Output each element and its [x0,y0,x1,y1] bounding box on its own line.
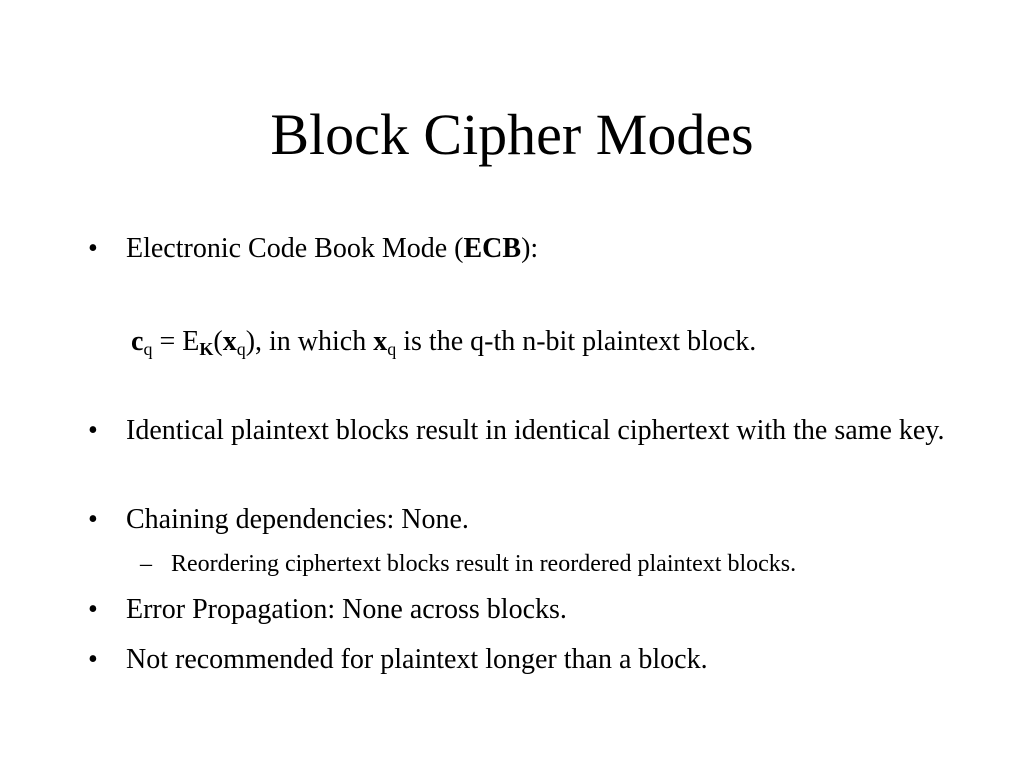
formula-open-paren: ( [213,326,223,357]
bullet-identical-blocks: Identical plaintext blocks result in identical ciphertext with the same key. [126,415,945,446]
formula-x: x [222,326,237,357]
formula-tail-text: is the q-th n-bit plaintext block. [396,326,757,357]
ecb-acronym: ECB [463,233,522,264]
formula-e-subscript [199,339,213,359]
formula-key-k: K [199,339,214,359]
formula-e: E [182,326,200,357]
bullet-marker: • [88,233,98,264]
formula-c-subscript: q [143,339,153,359]
sub-bullet-marker: – [140,551,152,577]
ecb-formula [131,322,756,362]
formula-close-paren: ) [245,326,256,357]
formula-c: c [131,326,144,357]
bullet-not-recommended: Not recommended for plaintext longer than a block. [126,644,708,675]
bullet-chaining: Chaining dependencies: None. [126,504,469,535]
bullet-error-propagation: Error Propagation: None across blocks. [126,594,567,625]
sub-bullet-reordering: Reordering ciphertext blocks result in reordered plaintext blocks. [171,551,797,577]
formula-x2-subscript: q [387,339,397,359]
bullet-marker: • [88,415,98,446]
bullet-marker: • [88,644,98,675]
bullet-text-part: Electronic Code Book Mode ( [126,233,464,264]
bullet-marker: • [88,594,98,625]
formula-equals: = [152,326,183,357]
formula-x2: x [373,326,388,357]
bullet-text-part: ): [521,233,539,264]
bullet-ecb-definition [126,229,946,269]
formula-middle-text: , in which [255,326,374,357]
formula-x-subscript: q [236,339,246,359]
bullet-marker: • [88,504,98,535]
slide-title: Block Cipher Modes [270,102,754,167]
